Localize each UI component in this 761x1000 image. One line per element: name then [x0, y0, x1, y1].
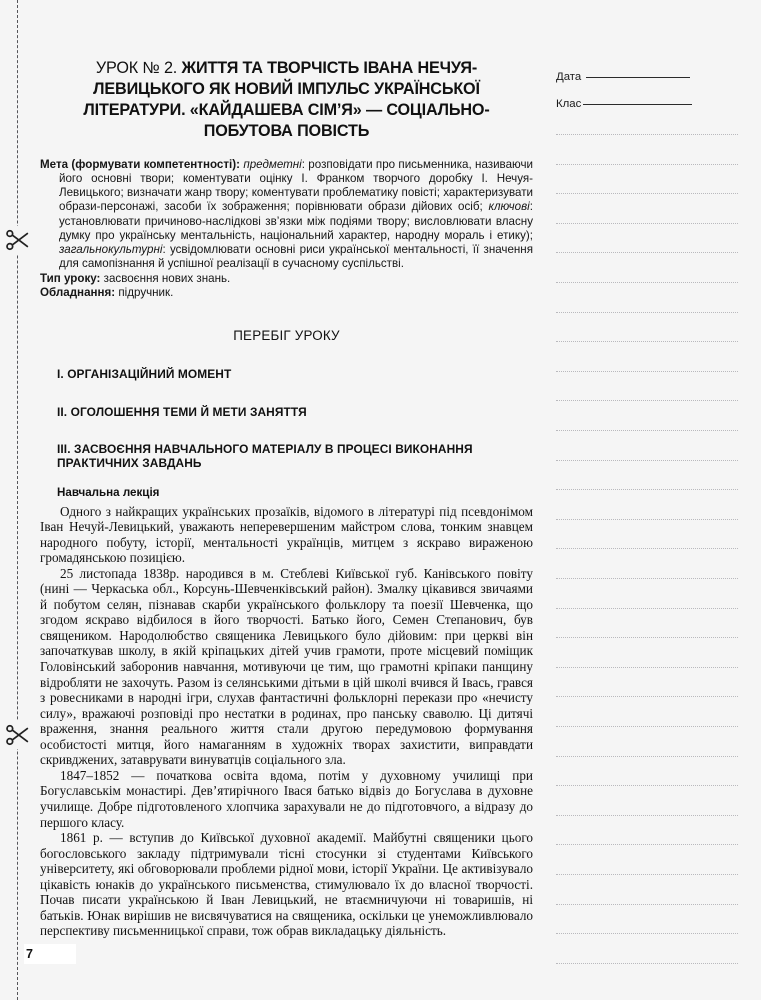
note-line[interactable] [556, 460, 738, 461]
lesson-meta [40, 142, 533, 301]
scissors-icon [4, 721, 32, 749]
note-line[interactable] [556, 223, 738, 224]
scissors-icon [4, 226, 32, 254]
note-line[interactable] [556, 815, 738, 816]
note-line[interactable] [556, 963, 738, 964]
note-line[interactable] [556, 637, 738, 638]
meta-equipment [40, 286, 533, 300]
note-line[interactable] [556, 489, 738, 490]
note-line[interactable] [556, 844, 738, 845]
note-line[interactable] [556, 164, 738, 165]
note-line[interactable] [556, 756, 738, 757]
note-line[interactable] [556, 726, 738, 727]
note-line[interactable] [556, 578, 738, 579]
lesson-number: УРОК № 2. [95, 59, 182, 77]
meta-goal-label: Мета (формувати компетентності): [40, 158, 240, 171]
note-line[interactable] [556, 696, 738, 697]
meta-type-value: засвоєння нових знань. [100, 272, 231, 286]
lecture-paragraph: Одного з найкращих українських прозаїків, відомого в літературі під псевдонімом Іван Нечуй-Левицький, уважають неперевершеним майстром слова, тонким знавцем народного побуту, історії, ментальності українців, митцем з яскраво вираженою громадянською позицією. [40, 503, 533, 566]
page-number: 7 [24, 944, 76, 964]
note-line[interactable] [556, 667, 738, 668]
note-line[interactable] [556, 933, 738, 934]
cut-line-rail [17, 0, 18, 1000]
lecture-paragraph: 25 листопада 1838р. народився в м. Стеблеві Київської губ. Канівського повіту (нині — Черкаська обл., Корсунь-Шевченківський район). Змалку цікавився звичаями й побутом селян, пізнавав скарби українського фольклору та поезії Шевченка, що згодом яскраво відбилося в його творчості. Батько його, Семен Степанович, був священиком. Народолюбство священика Левицького було дійовим: при церкві він започаткував школу, в якій кріпацьких дітей учив грамоти, проте місцевий поміщик Головінський заборонив навчання, мотивуючи це тим, що грамотні кріпаки панщину відробляти не захочуть. Разом із селянськими дітьми в цій школі вчився й Івась, грався з ровесниками в народні ігри, слухав фантастичні фольклорні перекази про «нечисту силу», вражаючі розповіді про нестатки в родинах, про панську сваволю. Ці дитячі враження, знання реального життя стали другою передумовою формування особистості митця, його намаганням в художніх творах захистити, виправдати скривджених, затаврувати винуватців соціального зла. [40, 565, 533, 768]
meta-subject-text: : розповідати про письменника, називаючи його основні твори; коментувати оцінку І. Франком творчого доробку І. Нечуя-Левицького; визначати жанр твору; коментувати проблематику повісті; характеризувати образи-персонажі, засоби їх зображення; порівнювати образи дійових осіб; [59, 158, 533, 214]
dashed-cut-line [17, 0, 18, 1000]
meta-equipment-label: Обладнання: [40, 286, 116, 300]
meta-key-label: ключові [488, 200, 530, 214]
note-line[interactable] [556, 904, 738, 905]
note-line[interactable] [556, 519, 738, 520]
meta-cultural-label: загальнокультурні [59, 242, 163, 256]
lesson-content [40, 0, 533, 1000]
lecture-paragraph: 1847–1852 — початкова освіта вдома, потім у духовному училищі при Богуславськім монастирі. Дев’ятирічного Івася батько відвіз до Богуслава в духовне училище. Добре підготовленого хлопчика зарахували не до підготовчого, а відразу до першого класу. [40, 767, 533, 830]
note-line[interactable] [556, 874, 738, 875]
meta-key-text: : установлювати причиново-наслідкові зв’язки між подіями твору; висловлювати власну думку про українську ментальність, національний характер, народну мораль і етику); [59, 200, 533, 242]
class-label: Клас [556, 98, 582, 110]
meta-goal [40, 158, 533, 271]
note-line[interactable] [556, 430, 738, 431]
section-heading-i: I. ОРГАНІЗАЦІЙНИЙ МОМЕНТ [57, 366, 232, 381]
section-heading-iii: III. ЗАСВОЄННЯ НАВЧАЛЬНОГО МАТЕРІАЛУ В ПРОЦЕСІ ВИКОНАННЯ ПРАКТИЧНИХ ЗАВДАНЬ [57, 441, 473, 471]
notes-panel [556, 0, 741, 1000]
note-line[interactable] [556, 134, 738, 135]
meta-type [40, 271, 533, 286]
note-line[interactable] [556, 371, 738, 372]
note-line[interactable] [556, 785, 738, 786]
lecture-body [40, 499, 533, 939]
class-write-line[interactable] [583, 104, 692, 105]
date-field[interactable] [556, 71, 690, 83]
lecture-subheading: Навчальна лекція [57, 485, 160, 499]
date-write-line[interactable] [586, 77, 690, 78]
meta-subject-label: предметні [243, 158, 302, 171]
page-title [40, 0, 533, 142]
meta-cultural-text: : усвідомлювати основні риси української ментальності, її значення для самопізнання й успішної реалізації в сучасному суспільстві. [59, 242, 533, 271]
note-line[interactable] [556, 282, 738, 283]
meta-type-label: Тип уроку: [40, 272, 101, 286]
note-line[interactable] [556, 312, 738, 313]
note-line[interactable] [556, 400, 738, 401]
meta-equipment-value: підручник. [115, 286, 174, 300]
note-line[interactable] [556, 193, 738, 194]
class-field[interactable] [556, 98, 692, 110]
lecture-paragraph: 1861 р. — вступив до Київської духовної академії. Майбутні священики цього богословського закладу підтримували тісні стосунки зі студентами Київського університету, які обговорювали проблеми рідної мови, історії України. Це активізувало цікавість юнаків до українського письменства, стимулювало їх до власної творчості. Почав писати українською й Іван Левицький, не втаємничуючи ні товаришів, ні батьків. Юнак вирішив не висвячуватися на священика, оскільки це унеможливлювало перспективу письменницької справи, тож обрав викладацьку діяльність. [40, 830, 533, 939]
course-heading: ПЕРЕБІГ УРОКУ [233, 327, 340, 343]
section-heading-ii: II. ОГОЛОШЕННЯ ТЕМИ Й МЕТИ ЗАНЯТТЯ [57, 405, 307, 420]
note-line[interactable] [556, 548, 738, 549]
note-line[interactable] [556, 608, 738, 609]
note-line[interactable] [556, 341, 738, 342]
date-label: Дата [556, 71, 582, 83]
note-line[interactable] [556, 252, 738, 253]
lesson-title-text: ЖИТТЯ ТА ТВОРЧІСТЬ ІВАНА НЕЧУЯ-ЛЕВИЦЬКОГО ЯК НОВИЙ ІМПУЛЬС УКРАЇНСЬКОЇ ЛІТЕРАТУРИ. «КАЙДАШЕВА СІМ’Я» — СОЦІАЛЬНО-ПОБУТОВА ПОВІСТЬ [83, 59, 490, 140]
